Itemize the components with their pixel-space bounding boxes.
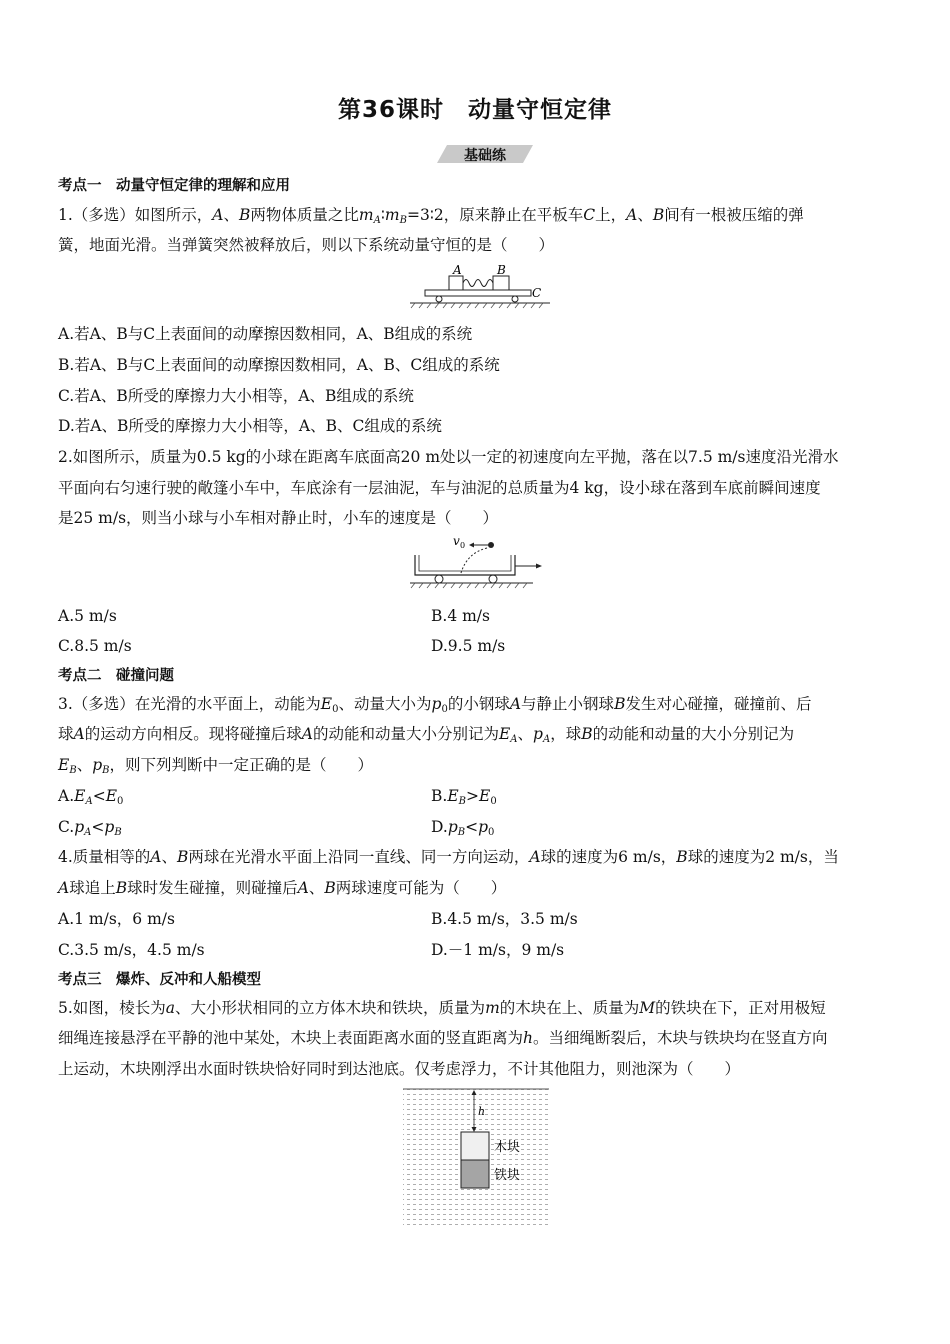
q2-option-b: B.4 m/s (431, 607, 490, 625)
q1-fig-label-a: A (453, 263, 462, 277)
q1-option-b: B.若A、B与C上表面间的动摩擦因数相同，A、B、C组成的系统 (58, 356, 500, 374)
q2-option-a: A.5 m/s (58, 607, 117, 625)
q4-stem-line-1: 4.质量相等的A、B两球在光滑水平面上沿同一直线、同一方向运动，A球的速度为6 m/s，B球的速度为2 m/s，当 (58, 848, 839, 866)
q3-option-c: $C.p_A<p_B$ (58, 818, 122, 838)
q3-stem-line-1: 3.（多选）在光滑的水平面上，动能为$E_0$、动量大小为$p_0$的小钢球A与静止小钢球B发生对心碰撞，碰撞前、后 (58, 695, 812, 715)
q5-stem-line-2: 细绳连接悬浮在平静的池中某处，木块上表面距离水面的竖直距离为h。当细绳断裂后，木块与铁块均在竖直方向 (58, 1029, 828, 1047)
q4-option-d: D.－1 m/s，9 m/s (431, 941, 565, 959)
q1-stem-line-1: 1.（多选）如图所示，A、B两物体质量之比$m_A∶m_B=3∶2$，原来静止在平板车C上，A、B间有一根被压缩的弹 (58, 206, 804, 226)
q3-stem-line-3: $E_B$、$p_B$，则下列判断中一定正确的是（ ） (58, 756, 374, 776)
q1-option-d: D.若A、B所受的摩擦力大小相等，A、B、C组成的系统 (58, 417, 442, 435)
q5-stem-line-3: 上运动，木块刚浮出水面时铁块恰好同时到达池底。仅考虑浮力，不计其他阻力，则池深为（ ） (58, 1060, 741, 1078)
q1-stem-line-2: 簧，地面光滑。当弹簧突然被释放后，则以下系统动量守恒的是（ ） (58, 236, 555, 254)
section-heading-1: 考点一 动量守恒定律的理解和应用 (58, 178, 290, 194)
q2-stem-line-1: 2.如图所示，质量为0.5 kg的小球在距离车底面高20 m处以一定的初速度向左平抛，落在以7.5 m/s速度沿光滑水 (58, 448, 839, 466)
q1-figure-cart (405, 262, 555, 312)
q4-stem-line-2: A球追上B球时发生碰撞，则碰撞后A、B两球速度可能为（ ） (58, 879, 507, 897)
q3-option-a: $A.E_A<E_0$ (58, 787, 124, 807)
section-heading-3: 考点三 爆炸、反冲和人船模型 (58, 972, 261, 988)
q1-fig-label-b: B (497, 263, 506, 277)
q2-option-c: C.8.5 m/s (58, 637, 132, 655)
q1-option-a: A.若A、B与C上表面间的动摩擦因数相同，A、B组成的系统 (58, 325, 473, 343)
q4-option-c: C.3.5 m/s，4.5 m/s (58, 941, 205, 959)
q5-stem-line-1: 5.如图，棱长为a、大小形状相同的立方体木块和铁块，质量为m的木块在上、质量为M的铁块在下，正对用极短 (58, 999, 826, 1017)
q2-figure-cart (405, 533, 550, 593)
q4-option-b: B.4.5 m/s，3.5 m/s (431, 910, 578, 928)
q5-figure-pool (401, 1087, 551, 1227)
q3-option-d: $D.p_B<p_0$ (431, 818, 495, 838)
q3-option-b: $B.E_B>E_0$ (431, 787, 497, 807)
q1-option-c: C.若A、B所受的摩擦力大小相等，A、B组成的系统 (58, 387, 414, 405)
q5-fig-label-iron: 铁块 (494, 1168, 521, 1183)
q3-stem-line-2: 球A的运动方向相反。现将碰撞后球A的动能和动量大小分别记为$E_A$、$p_A$，球B的动能和动量的大小分别记为 (58, 725, 795, 745)
q2-fig-label-v-sub: 0 (460, 541, 466, 550)
q2-stem-line-3: 是25 m/s，则当小球与小车相对静止时，小车的速度是（ ） (58, 509, 499, 527)
q1-fig-label-c: C (532, 286, 542, 300)
section-heading-2: 考点二 碰撞问题 (58, 668, 174, 684)
page-title: 第36课时 动量守恒定律 (337, 97, 612, 123)
q5-fig-label-wood: 木块 (494, 1140, 521, 1155)
q2-fig-label-v: v (453, 534, 460, 548)
q2-stem-line-2: 平面向右匀速行驶的敞篷小车中，车底涂有一层油泥，车与油泥的总质量为4 kg，设小球在落到车底前瞬间速度 (58, 479, 821, 497)
q5-fig-label-h: h (478, 1105, 486, 1118)
q2-option-d: D.9.5 m/s (431, 637, 506, 655)
banner-label: 基础练 (464, 148, 506, 164)
q4-option-a: A.1 m/s，6 m/s (58, 910, 175, 928)
